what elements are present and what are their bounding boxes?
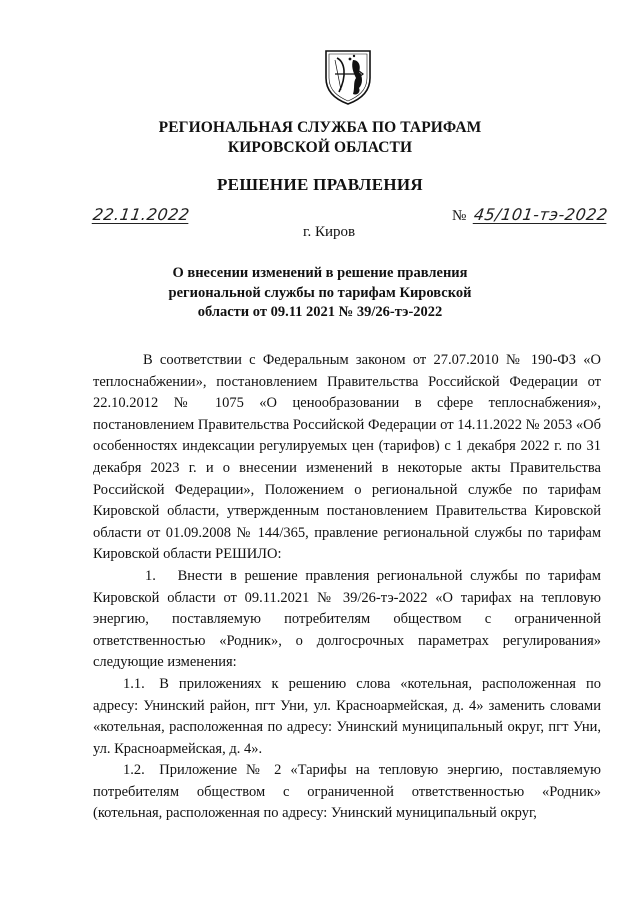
handwritten-number: 45/101-тэ-2022 xyxy=(472,205,610,224)
number-sign: № xyxy=(452,208,467,224)
document-body xyxy=(93,350,601,825)
item-1-1-paragraph: 1.1. В приложениях к решению слова «котельная, расположенная по адресу: Унинский район, пгт Уни, ул. Красноармейская, д. 4» заменить словами «котельная, расположенная по адресу: Унинский муниципальный округ, пгт Уни, ул. Красноармейская, д. 4». xyxy=(93,675,601,757)
org-name-line1: РЕГИОНАЛЬНАЯ СЛУЖБА ПО ТАРИФАМ xyxy=(158,119,482,136)
document-subject xyxy=(0,264,640,323)
item-1-2-paragraph: 1.2. Приложение № 2 «Тарифы на тепловую энергию, поставляемую потребителям обществом с ограниченной ответственностью «Родник» (котельная, расположенная по адресу: Унинский муниципальный округ, xyxy=(93,762,601,822)
preamble-paragraph: В соответствии с Федеральным законом от 27.07.2010 № 190-ФЗ «О теплоснабжении», постановлением Правительства Российской Федерации от 22.10.2012 № 1075 «О ценообразовании в сфере теплоснабжения», постановлением Правительства Российской Федерации от 14.11.2022 № 2053 «Об особенностях индексации регулируемых цен (тарифов) с 1 декабря 2022 г. по 31 декабря 2023 г. и о внесении изменений в некоторые акты Правительства Российской Федерации», Положением о региональной службе по тарифам Кировской области, утвержденным постановлением Правительства Кировской области от 01.09.2008 № 144/365, правление региональной службы по тарифам Кировской области РЕШИЛО: xyxy=(93,352,601,563)
org-name-line2: КИРОВСКОЙ ОБЛАСТИ xyxy=(227,139,413,156)
subject-line2: региональной службы по тарифам Кировской xyxy=(168,284,472,301)
subject-line3: области от 09.11 2021 № 39/26-тэ-2022 xyxy=(197,304,443,320)
handwritten-date: 22.11.2022 xyxy=(91,205,191,224)
subject-line1: О внесении изменений в решение правления xyxy=(172,265,468,281)
item-1-paragraph: 1. Внести в решение правления региональной службы по тарифам Кировской области от 09.11.2021 № 39/26-тэ-2022 «О тарифах на тепловую энергию, поставляемую потребителям обществом с ограниченной ответственностью «Родник», о долгосрочных параметрах регулирования» следующие изменения: xyxy=(93,567,601,671)
document-number xyxy=(452,205,608,225)
kirov-region-coat-of-arms-icon xyxy=(323,48,373,106)
city-name: г. Киров xyxy=(303,224,356,240)
document-title: РЕШЕНИЕ ПРАВЛЕНИЯ xyxy=(217,175,423,194)
